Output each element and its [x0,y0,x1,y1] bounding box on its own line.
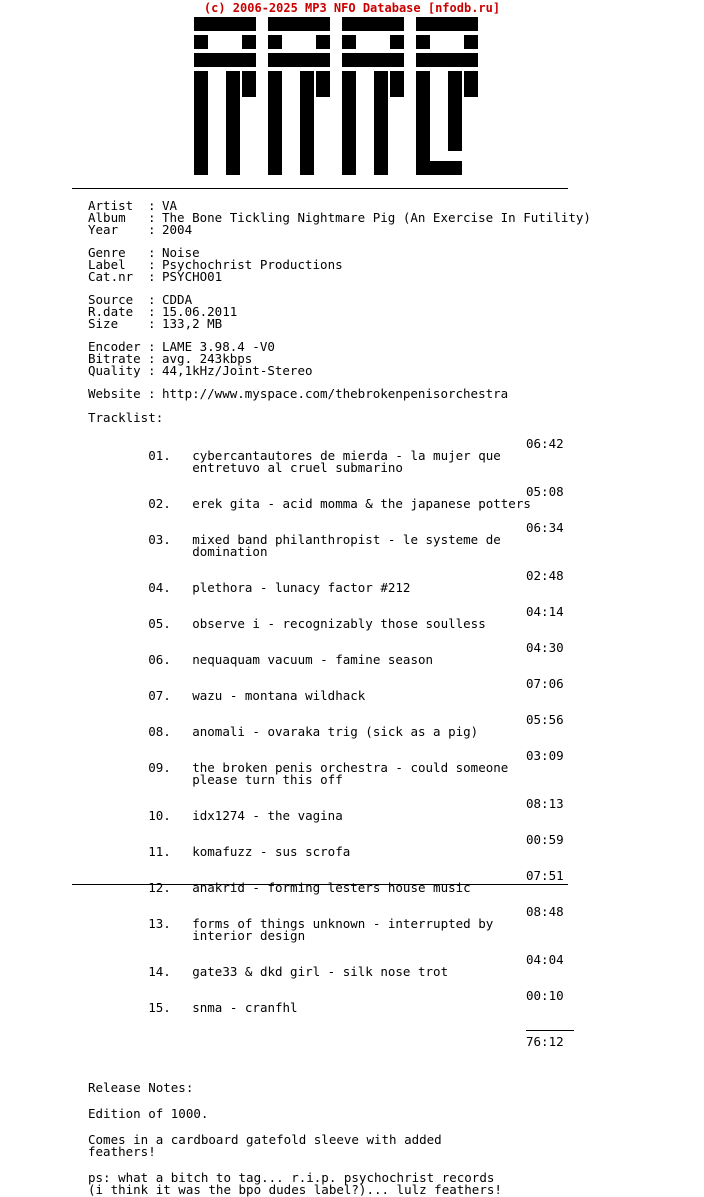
track-row [88,906,688,954]
info-label-source: Source [88,292,134,307]
info-value-label: Psychochrist Productions [162,257,343,272]
info-label-bitrate: Bitrate [88,351,141,366]
info-label-catnr: Cat.nr [88,269,134,284]
track-number: 01. [148,448,171,463]
tracklist-heading: Tracklist: [88,410,164,425]
track-title: cybercantautores de mierda - la mujer que entretuvo al cruel submarino [192,448,509,475]
info-value-rdate: 15.06.2011 [162,304,238,319]
track-title: idx1274 - the vagina [192,808,343,823]
info-row-year [88,224,688,236]
track-duration: 00:10 [526,988,564,1003]
track-title: plethora - lunacy factor #212 [192,580,411,595]
website-link[interactable]: http://www.myspace.com/thebrokenpenisorchestra [162,386,509,401]
track-title: wazu - montana wildhack [192,688,366,703]
track-row [88,834,688,870]
track-title: gate33 & dkd girl - silk nose trot [192,964,449,979]
track-number: 14. [148,964,171,979]
track-row [88,990,688,1026]
track-number: 06. [148,652,171,667]
track-duration: 05:08 [526,484,564,499]
track-row [88,642,688,678]
track-number: 13. [148,916,171,931]
release-notes-paragraph: Edition of 1000. [88,1106,209,1121]
info-colon: : [148,316,156,331]
info-row-size [88,318,688,330]
info-label-size: Size [88,316,119,331]
tracklist [88,438,688,1026]
info-colon: : [148,210,156,225]
divider-bottom [72,884,568,885]
track-row [88,606,688,642]
ascii-art-logo [0,17,704,187]
total-divider [526,1030,574,1031]
track-number: 05. [148,616,171,631]
info-colon: : [148,222,156,237]
info-value-year: 2004 [162,222,193,237]
track-number: 04. [148,580,171,595]
track-row [88,438,688,486]
info-value-size: 133,2 MB [162,316,223,331]
info-label-quality: Quality [88,363,141,378]
track-row [88,798,688,834]
info-label-website: Website [88,386,141,401]
track-row [88,714,688,750]
info-label-artist: Artist [88,198,134,213]
info-value-source: CDDA [162,292,193,307]
nfo-body [88,200,688,1196]
track-duration: 02:48 [526,568,564,583]
track-title: the broken penis orchestra - could someone please turn this off [192,760,516,787]
track-title: mixed band philanthropist - le systeme de domination [192,532,509,559]
info-group-label [88,247,688,283]
track-title: anomali - ovaraka trig (sick as a pig) [192,724,479,739]
track-row [88,750,688,798]
info-colon: : [148,198,156,213]
site-banner: (c) 2006-2025 MP3 NFO Database [nfodb.ru] [203,1,501,15]
info-colon: : [148,339,156,354]
total-duration: 76:12 [526,1034,564,1049]
info-group-source [88,294,688,330]
track-duration: 06:42 [526,436,564,451]
track-duration: 04:30 [526,640,564,655]
info-group-encoding [88,341,688,377]
info-row-quality [88,365,688,377]
track-number: 10. [148,808,171,823]
track-duration: 06:34 [526,520,564,535]
info-colon: : [148,351,156,366]
track-number: 12. [148,880,171,895]
track-number: 02. [148,496,171,511]
info-group-website [88,388,688,400]
release-notes-paragraph: ps: what a bitch to tag... r.i.p. psychochrist records (i think it was the bpo dudes label?)... lulz feathers! [88,1170,502,1197]
total-duration-block [88,1028,688,1052]
track-duration: 00:59 [526,832,564,847]
track-number: 09. [148,760,171,775]
info-label-genre: Genre [88,245,126,260]
track-duration: 08:48 [526,904,564,919]
info-value-quality: 44,1kHz/Joint-Stereo [162,363,313,378]
track-title: komafuzz - sus scrofa [192,844,351,859]
track-duration: 05:56 [526,712,564,727]
track-title: snma - cranfhl [192,1000,298,1015]
info-value-album: The Bone Tickling Nightmare Pig (An Exercise In Futility) [162,210,591,225]
info-label-album: Album [88,210,126,225]
info-value-encoder: LAME 3.98.4 -V0 [162,339,275,354]
info-colon: : [148,292,156,307]
info-group-release [88,200,688,236]
track-row [88,570,688,606]
track-title: forms of things unknown - interrupted by interior design [192,916,501,943]
track-duration: 04:04 [526,952,564,967]
track-number: 03. [148,532,171,547]
track-title: erek gita - acid momma & the japanese potters [192,496,531,511]
divider-top [72,188,568,189]
info-colon: : [148,269,156,284]
track-row [88,954,688,990]
track-number: 11. [148,844,171,859]
track-title: anakrid - forming lesters house music [192,880,471,895]
logo-glyphs [190,17,480,177]
release-notes-heading: Release Notes: [88,1080,194,1095]
release-notes-paragraph: Comes in a cardboard gatefold sleeve with added feathers! [88,1132,450,1159]
info-row-catnr [88,271,688,283]
track-duration: 08:13 [526,796,564,811]
info-colon: : [148,257,156,272]
info-colon: : [148,363,156,378]
track-row [88,486,688,522]
track-title: nequaquam vacuum - famine season [192,652,434,667]
track-title: observe i - recognizably those soulless [192,616,486,631]
info-value-artist: VA [162,198,178,213]
track-number: 15. [148,1000,171,1015]
info-colon: : [148,245,156,260]
track-number: 08. [148,724,171,739]
track-duration: 07:51 [526,868,564,883]
info-value-catnr: PSYCHO01 [162,269,223,284]
info-label-encoder: Encoder [88,339,141,354]
info-colon: : [148,386,156,401]
info-colon: : [148,304,156,319]
track-row [88,678,688,714]
track-duration: 07:06 [526,676,564,691]
track-row [88,522,688,570]
info-value-bitrate: avg. 243kbps [162,351,253,366]
info-label-year: Year [88,222,119,237]
track-row [88,870,688,906]
info-row-website [88,388,688,400]
track-duration: 04:14 [526,604,564,619]
info-label-rdate: R.date [88,304,134,319]
track-number: 07. [148,688,171,703]
track-duration: 03:09 [526,748,564,763]
info-label-label: Label [88,257,126,272]
info-value-genre: Noise [162,245,200,260]
